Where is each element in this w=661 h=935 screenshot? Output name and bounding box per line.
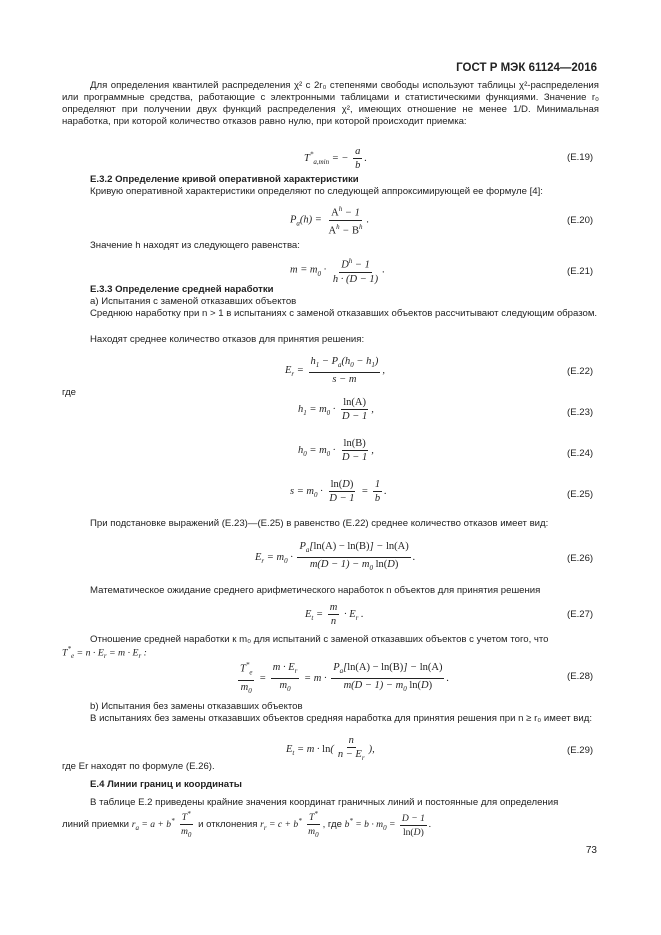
equation-e28: $\frac{T^*_e}{m_0}$ = $\frac{m \cdot E_r}{m_0}$ = m · $\frac{P_a[\ln(A) - \ln(B)] - \ln(A)}{m(D - 1) - m_0 \ln(D)}$ . xyxy=(240,661,450,695)
equation-number: (Е.28) xyxy=(567,671,594,682)
equation-number: (Е.22) xyxy=(567,366,594,377)
equation-e26: $E_r = m_0$ · $\frac{P_a[\ln(A) - \ln(B)] - \ln(A)}{m(D - 1) - m_0 \ln(D)}$ . xyxy=(255,541,416,573)
equation-e24: $h_0 = m_0$ · $\frac{\ln(B)}{D - 1}$ , xyxy=(298,438,374,463)
equation-number: (Е.25) xyxy=(567,489,594,500)
where-label: где xyxy=(62,387,77,398)
equation-number: (Е.26) xyxy=(567,553,594,564)
paragraph-expectation: Математическое ожидание среднего арифметического наработок n объектов для принятия решения xyxy=(90,585,541,596)
formula-ra: $r_a = a + b^*$ $\frac{T^*}{m_0}$ xyxy=(131,810,192,840)
section-heading-e4: Е.4 Линии границ и координаты xyxy=(90,779,242,790)
equation-number: (Е.27) xyxy=(567,609,594,620)
equation-number: (Е.19) xyxy=(567,152,594,163)
equation-e29: $E_t = m \cdot \ln$( $\frac{n}{n - E_r}$ ), xyxy=(286,735,375,763)
equation-e25: $s = m_0$ · $\frac{\ln(D)}{D - 1}$ = $\frac{1}{b}$ . xyxy=(290,479,387,504)
paragraph-oc-curve: Кривую оперативной характеристики определяют по следующей аппроксимирующей ее формуле [4]: xyxy=(90,186,543,197)
equation-number: (Е.21) xyxy=(567,266,594,277)
paragraph-without-replacement: В испытаниях без замены отказавших объектов средняя наработка для принятия решения при n ≥ r₀ имеет вид: xyxy=(90,713,593,724)
boundary-lines-row xyxy=(62,809,431,841)
subsection-with-replacement: а) Испытания с заменой отказавших объектов xyxy=(90,296,297,307)
paragraph-quantile: Для определения квантилей распределения χ² с 2r₀ степенями свободы используют таблицы χ²-распределения или программные средства, работающие с электронными таблицами и статистическими функциями. Значение r₀ определяют при получении двух функций распределения χ², имеющих отношение не менее 1/D. Минимальная наработка, при которой количество отказов равно нулю, при которой происходит приемка: xyxy=(62,80,599,127)
equation-number: (Е.20) xyxy=(567,215,594,226)
equation-number: (Е.29) xyxy=(567,745,594,756)
paragraph-h-value: Значение h находят из следующего равенства: xyxy=(90,240,300,251)
paragraph-mean-failures: Находят среднее количество отказов для принятия решения: xyxy=(90,334,365,345)
equation-number: (Е.23) xyxy=(567,407,594,418)
equation-e21: $m = m_0$ · $\frac{D^h - 1}{h \cdot (D - 1)}$ . xyxy=(290,257,385,285)
subsection-without-replacement: b) Испытания без замены отказавших объектов xyxy=(90,701,303,712)
paragraph-er-reference: где Er находят по формуле (Е.26). xyxy=(62,761,215,772)
equation-e19: $T^*_{a,min}$ = − $\frac{a}{b}$ . xyxy=(304,146,368,171)
paragraph-table-e2: В таблице Е.2 приведены крайние значения координат граничных линий и постоянные для определения xyxy=(90,797,559,808)
equation-e20: $P_a(h)$ = $\frac{A^h - 1}{A^h - B^h}$ . xyxy=(290,205,370,236)
formula-b-star: $b^* = b \cdot m_0$ = $\frac{D - 1}{\ln(D)}$ . xyxy=(344,812,432,838)
paragraph-mean-time: Среднюю наработку при n > 1 в испытаниях с заменой отказавших объектов рассчитывают следующим образом. xyxy=(90,308,598,319)
text-where: , где xyxy=(322,819,342,831)
equation-e23: $h_1 = m_0$ · $\frac{\ln(A)}{D - 1}$ , xyxy=(298,397,374,422)
inline-formula-te: $T^*_e = n \cdot E_r = m \cdot E_r$ : xyxy=(62,645,147,661)
paragraph-ratio: Отношение средней наработки к m₀ для испытаний с заменой отказавших объектов с учетом того, что xyxy=(90,634,549,645)
equation-e22: $E_r$ = $\frac{h_1 - P_a(h_0 - h_1)}{s - m}$ , xyxy=(285,356,385,386)
page-number: 73 xyxy=(585,845,597,856)
equation-e27: $E_t$ = $\frac{m}{n}$ · $E_r$ . xyxy=(305,602,364,627)
section-heading-e33: Е.3.3 Определение средней наработки xyxy=(90,284,274,295)
text-acceptance-lines: линий приемки xyxy=(62,819,130,831)
equation-number: (Е.24) xyxy=(567,448,594,459)
formula-rr: $r_r = c + b^*$ $\frac{T^*}{m_0}$ xyxy=(260,810,319,840)
section-heading-e32: Е.3.2 Определение кривой оперативной характеристики xyxy=(90,174,359,185)
text-rejection: и отклонения xyxy=(198,819,258,831)
document-code: ГОСТ Р МЭК 61124—2016 xyxy=(456,62,597,74)
paragraph-substitution: При подстановке выражений (Е.23)—(Е.25) в равенство (Е.22) среднее количество отказов имеет вид: xyxy=(90,518,549,529)
